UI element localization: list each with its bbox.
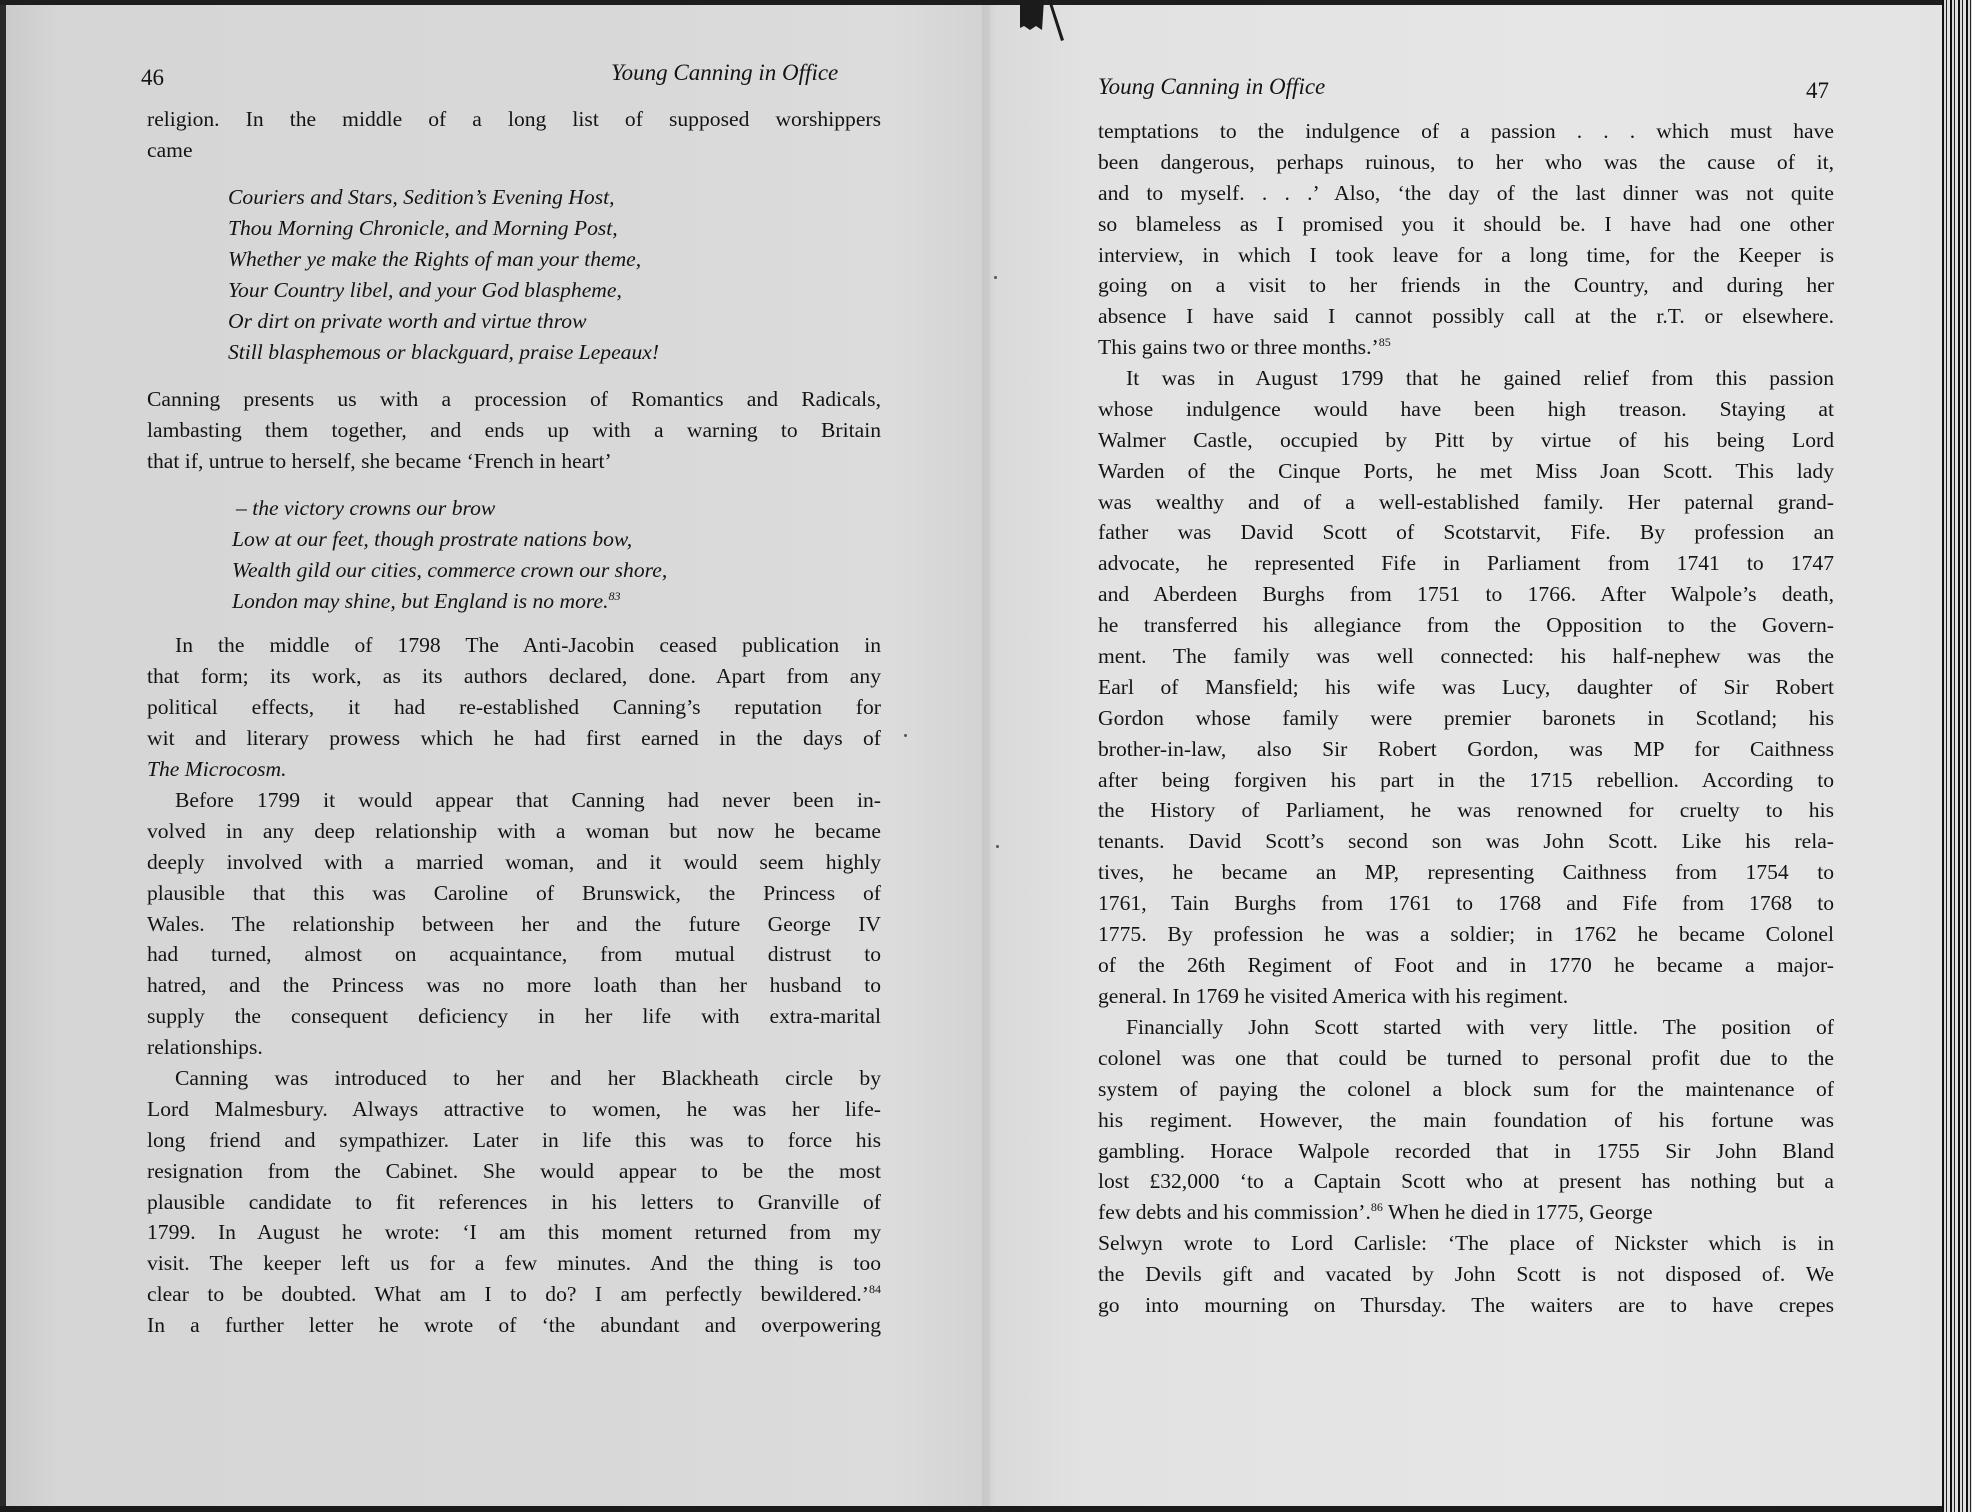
text-line: tives, he became an MP, representing Caithness from 1754 to xyxy=(1098,860,1834,885)
verse-line: Low at our feet, though prostrate nations bow, xyxy=(232,526,633,551)
scan-top-edge xyxy=(0,0,1972,5)
text-line: father was David Scott of Scotstarvit, Fife. By profession an xyxy=(1098,520,1834,545)
text-line: The Microcosm. xyxy=(147,756,287,781)
text-line: plausible that this was Caroline of Brunswick, the Princess of xyxy=(147,880,881,905)
text-line: brother-in-law, also Sir Robert Gordon, was MP for Caithness xyxy=(1098,736,1834,761)
verse-line: Couriers and Stars, Sedition’s Evening Host, xyxy=(228,185,615,209)
text-line: Warden of the Cinque Ports, he met Miss Joan Scott. This lady xyxy=(1098,458,1834,483)
text-line: Canning presents us with a procession of Romantics and Radicals, xyxy=(147,387,881,411)
left-paragraph-3 xyxy=(147,785,881,1063)
verse-block-1 xyxy=(228,182,659,367)
text-line: wit and literary prowess which he had first earned in the days of xyxy=(147,725,881,750)
book-gutter xyxy=(982,0,996,1512)
text-line: religion. In the middle of a long list of supposed worshippers xyxy=(147,107,881,131)
right-paragraph-2 xyxy=(1098,363,1834,1012)
text-line: his regiment. However, the main foundation of his fortune was xyxy=(1098,1107,1834,1132)
right-paragraph-1 xyxy=(1098,116,1834,363)
text-line: been dangerous, perhaps ruinous, to her who was the cause of it, xyxy=(1098,149,1834,174)
text-line: the History of Parliament, he was renowned for cruelty to his xyxy=(1098,798,1834,823)
text-line xyxy=(147,1279,881,1310)
text-line: In the middle of 1798 The Anti-Jacobin ceased publication in xyxy=(175,633,881,657)
text-segment: When he died in 1775, George xyxy=(1382,1200,1653,1225)
left-paragraph-2 xyxy=(147,630,881,784)
text-line: tenants. David Scott’s second son was John Scott. Like his rela- xyxy=(1098,829,1834,854)
right-running-head: Young Canning in Office xyxy=(1098,74,1326,99)
page-stack-edge xyxy=(1942,0,1972,1512)
text-line: whose indulgence would have been high treason. Staying at xyxy=(1098,396,1834,421)
text-line: that form; its work, as its authors declared, done. Apart from any xyxy=(147,663,881,688)
text-line: visit. The keeper left us for a few minutes. And the thing is too xyxy=(147,1251,881,1276)
verse-line: Still blasphemous or blackguard, praise Lepeaux! xyxy=(228,339,660,364)
text-line: absence I have said I cannot possibly call at the r.T. or elsewhere. xyxy=(1098,304,1834,329)
right-folio: 47 xyxy=(1806,78,1829,103)
binder-clip-icon xyxy=(1018,0,1064,42)
text-line: colonel was one that could be turned to personal profit due to the xyxy=(1098,1045,1834,1070)
scan-bottom-edge xyxy=(0,1506,1972,1512)
text-line: interview, in which I took leave for a long time, for the Keeper is xyxy=(1098,242,1834,267)
text-line: Wales. The relationship between her and the future George IV xyxy=(147,911,881,936)
text-line: 1799. In August he wrote: ‘I am this moment returned from my xyxy=(147,1220,881,1245)
text-line: and Aberdeen Burghs from 1751 to 1766. After Walpole’s death, xyxy=(1098,582,1834,607)
text-line: gambling. Horace Walpole recorded that in 1755 Sir John Bland xyxy=(1098,1138,1834,1163)
text-line: relationships. xyxy=(147,1035,263,1060)
text-line: go into mourning on Thursday. The waiters are to have crepes xyxy=(1098,1293,1834,1318)
text-line: hatred, and the Princess was no more loath than her husband to xyxy=(147,973,881,998)
text-line: long friend and sympathizer. Later in life this was to force his xyxy=(147,1127,881,1152)
text-line: supply the consequent deficiency in her life with extra-marital xyxy=(147,1004,881,1029)
text-line: came xyxy=(147,137,193,162)
scan-speck xyxy=(994,276,997,279)
text-line xyxy=(1098,332,1834,363)
scan-speck xyxy=(904,734,907,737)
scan-left-edge xyxy=(0,0,6,1512)
text-line: Before 1799 it would appear that Canning had never been in- xyxy=(175,788,881,812)
left-running-head: Young Canning in Office xyxy=(611,60,839,85)
verse-line: Or dirt on private worth and virtue throw xyxy=(228,308,587,333)
footnote-ref: 86 xyxy=(1370,1200,1383,1215)
text-line: and to myself. . . .’ Also, ‘the day of the last dinner was not quite xyxy=(1098,180,1834,205)
verse-line: Wealth gild our cities, commerce crown our shore, xyxy=(232,557,668,582)
text-line: advocate, he represented Fife in Parliament from 1741 to 1747 xyxy=(1098,551,1834,576)
text-line: Financially John Scott started with very little. The position of xyxy=(1126,1015,1834,1039)
text-line: 1775. By profession he was a soldier; in 1762 he became Colonel xyxy=(1098,922,1834,947)
verse-line: Your Country libel, and your God blaspheme, xyxy=(228,277,622,302)
verse-line xyxy=(232,586,667,617)
text-line: lost £32,000 ‘to a Captain Scott who at present has nothing but a xyxy=(1098,1169,1834,1194)
text-line: It was in August 1799 that he gained relief from this passion xyxy=(1126,366,1834,390)
verse-line: Thou Morning Chronicle, and Morning Post, xyxy=(228,215,618,240)
text-line: Canning was introduced to her and her Blackheath circle by xyxy=(175,1066,881,1090)
text-line xyxy=(1098,1197,1834,1228)
text-line: lambasting them together, and ends up with a warning to Britain xyxy=(147,417,881,442)
left-folio: 46 xyxy=(141,65,164,90)
text-line: temptations to the indulgence of a passion . . . which must have xyxy=(1098,119,1834,143)
text-line: ment. The family was well connected: his half-nephew was the xyxy=(1098,644,1834,669)
text-line: plausible candidate to fit references in his letters to Granville of xyxy=(147,1189,881,1214)
text-segment: few debts and his commission’. xyxy=(1098,1200,1371,1225)
verse-text: London may shine, but England is no more. xyxy=(232,588,609,613)
footnote-ref: 84 xyxy=(869,1282,881,1297)
right-paragraph-3 xyxy=(1098,1012,1834,1321)
footnote-ref: 85 xyxy=(1378,335,1391,350)
text-line: political effects, it had re-established Canning’s reputation for xyxy=(147,694,881,719)
text-line: the Devils gift and vacated by John Scott is not disposed of. We xyxy=(1098,1262,1834,1287)
text-segment: clear to be doubted. What am I to do? I am perfectly bewildered.’ xyxy=(147,1282,869,1307)
text-line: had turned, almost on acquaintance, from mutual distrust to xyxy=(147,942,881,967)
text-line: going on a visit to her friends in the Country, and during her xyxy=(1098,273,1834,298)
text-line: was wealthy and of a well-established family. Her paternal grand- xyxy=(1098,489,1834,514)
text-line: volved in any deep relationship with a woman but now he became xyxy=(147,818,881,843)
left-paragraph-1 xyxy=(147,384,881,477)
text-line: so blameless as I promised you it should be. I have had one other xyxy=(1098,211,1834,236)
left-paragraph-4 xyxy=(147,1063,881,1341)
verse-line: – the victory crowns our brow xyxy=(236,496,496,520)
text-line: of the 26th Regiment of Foot and in 1770 he became a major- xyxy=(1098,952,1834,977)
text-segment: This gains two or three months.’ xyxy=(1098,335,1379,360)
text-line: 1761, Tain Burghs from 1761 to 1768 and Fife from 1768 to xyxy=(1098,891,1834,916)
text-line: Walmer Castle, occupied by Pitt by virtue of his being Lord xyxy=(1098,427,1834,452)
text-line: after being forgiven his part in the 1715 rebellion. According to xyxy=(1098,767,1834,792)
text-line: In a further letter he wrote of ‘the abundant and overpowering xyxy=(147,1313,881,1338)
text-line: that if, untrue to herself, she became ‘French in heart’ xyxy=(147,448,612,473)
text-line: general. In 1769 he visited America with his regiment. xyxy=(1098,983,1569,1008)
text-line: deeply involved with a married woman, and it would seem highly xyxy=(147,849,881,874)
text-line: Earl of Mansfield; his wife was Lucy, daughter of Sir Robert xyxy=(1098,674,1834,699)
text-line: he transferred his allegiance from the Opposition to the Govern- xyxy=(1098,613,1834,638)
footnote-ref: 83 xyxy=(608,588,621,603)
verse-block-2 xyxy=(232,493,667,617)
text-line: system of paying the colonel a block sum for the maintenance of xyxy=(1098,1076,1834,1101)
text-line: resignation from the Cabinet. She would appear to be the most xyxy=(147,1158,881,1183)
text-line: Selwyn wrote to Lord Carlisle: ‘The place of Nickster which is in xyxy=(1098,1231,1834,1256)
verse-line: Whether ye make the Rights of man your theme, xyxy=(228,246,642,271)
text-line: Gordon whose family were premier baronets in Scotland; his xyxy=(1098,705,1834,730)
left-intro xyxy=(147,104,881,166)
scan-speck xyxy=(996,845,999,848)
text-line: Lord Malmesbury. Always attractive to women, he was her life- xyxy=(147,1096,881,1121)
